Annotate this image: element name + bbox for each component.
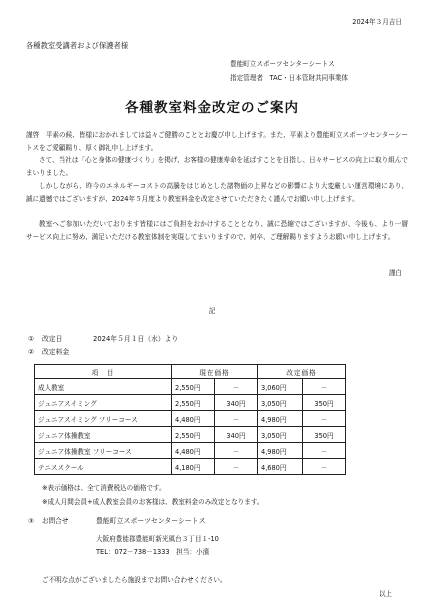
document-title: 各種教室料金改定のご案内 [125, 100, 299, 116]
current-price: 2,550円 [172, 427, 215, 443]
class-name: ジュニアスイミング [35, 395, 172, 411]
column-header: 現在価格 [172, 365, 258, 379]
inquiry-facility-name: 豊能町立スポーツセンターシートス [96, 517, 206, 525]
inquiry-address: 大阪府豊能郡豊能町新光風台３丁目１-10 [96, 535, 219, 543]
class-name: テニススクール [35, 459, 172, 475]
issuer-manager: 指定管理者 TAC・日本管財共同事業体 [230, 74, 349, 82]
greeting-paragraph: 謹啓 平素の候、皆様におかれましては益々ご健勝のこととお慶び申し上げます。また、平素より豊能町立スポーツセンターシートスをご愛顧賜り、厚く御礼申し上げます。 [26, 131, 408, 152]
inquiry-label: お問合せ [42, 517, 69, 525]
issuer-facility: 豊能町立スポーツセンターシートス [230, 60, 335, 68]
current-price: 2,550円 [172, 379, 215, 395]
current-sibling-price: 340円 [215, 427, 258, 443]
closing-word: 謹白 [388, 269, 402, 277]
table-row [35, 411, 346, 427]
column-header: 項 目 [35, 365, 172, 379]
recipient: 各種教室受講者および保護者様 [26, 41, 129, 50]
new-price: 3,060円 [258, 379, 303, 395]
table-row [35, 379, 346, 395]
new-price: 3,050円 [258, 395, 303, 411]
tax-note: ※表示価格は、全て消費税込の価格です。 [42, 484, 166, 492]
mission-paragraph: さて、当社は「心と身体の健康づくり」を掲げ、お客様の健康寿命を延ばすことを目指し、日々サービスの向上に取り組んでまいりました。 [26, 156, 408, 177]
current-sibling-price: － [215, 443, 258, 459]
table-row [35, 443, 346, 459]
revision-date-value: 2024年５月１日（水）より [93, 335, 179, 343]
fee-table [34, 364, 346, 475]
current-price: 4,480円 [172, 443, 215, 459]
table-header-row [35, 365, 346, 379]
current-sibling-price: － [215, 411, 258, 427]
document-date: 2024年３月吉日 [352, 18, 402, 26]
apology-paragraph: 教室へご参加いただいております皆様にはご負担をおかけすることとなり、誠に恐縮ではございますが、今後も、より一層サービス向上に努め、満足いただける教室体制を実現してまいりますので、何卒、ご理解賜りますようお願い申し上げます。 [26, 220, 408, 241]
current-sibling-price: － [215, 459, 258, 475]
revised-fees-item [28, 348, 69, 357]
new-sibling-price: 350円 [303, 395, 346, 411]
new-price: 4,980円 [258, 411, 303, 427]
item-number: ② [28, 348, 35, 356]
item-number: ① [28, 335, 35, 343]
revision-date-item [28, 335, 178, 344]
column-header: 改定価格 [258, 365, 346, 379]
new-sibling-price: － [303, 379, 346, 395]
item-number: ③ [28, 517, 34, 525]
new-sibling-price: － [303, 411, 346, 427]
new-sibling-price: 350円 [303, 427, 346, 443]
new-price: 4,980円 [258, 443, 303, 459]
current-price: 4,180円 [172, 459, 215, 475]
class-name: 成人教室 [35, 379, 172, 395]
class-name: ジュニア体操教室 [35, 427, 172, 443]
item-label: 改定日 [42, 335, 63, 343]
end-mark: 以上 [378, 590, 392, 598]
table-row [35, 459, 346, 475]
new-price: 4,680円 [258, 459, 303, 475]
current-price: 2,550円 [172, 395, 215, 411]
new-sibling-price: － [303, 459, 346, 475]
class-name: ジュニアスイミング フリーコース [35, 411, 172, 427]
ki-mark: 記 [208, 307, 216, 315]
class-name: ジュニア体操教室 フリーコース [35, 443, 172, 459]
price-change-paragraph: しかしながら、昨今のエネルギーコストの高騰をはじめとした諸物価の上昇などの影響により大変厳しい運営環境にあり、誠に遺憾ではございますが、2024年５月度より教室料金を改定させていただきたく謹んでお願い申し上げます。 [26, 182, 408, 203]
new-price: 3,050円 [258, 427, 303, 443]
inquiry-phone: TEL：072－738－1333 担当：小濱 [96, 548, 210, 556]
current-sibling-price: 340円 [215, 395, 258, 411]
new-sibling-price: － [303, 443, 346, 459]
member-note: ※成人月間会員+成人教室会員のお客様は、教室料金のみ改定となります。 [42, 498, 264, 506]
current-sibling-price: － [215, 379, 258, 395]
table-row [35, 427, 346, 443]
current-price: 4,480円 [172, 411, 215, 427]
contact-note: ご不明な点がございましたら施設までお問い合わせください。 [42, 576, 227, 584]
table-row [35, 395, 346, 411]
item-label: 改定料金 [42, 348, 70, 356]
